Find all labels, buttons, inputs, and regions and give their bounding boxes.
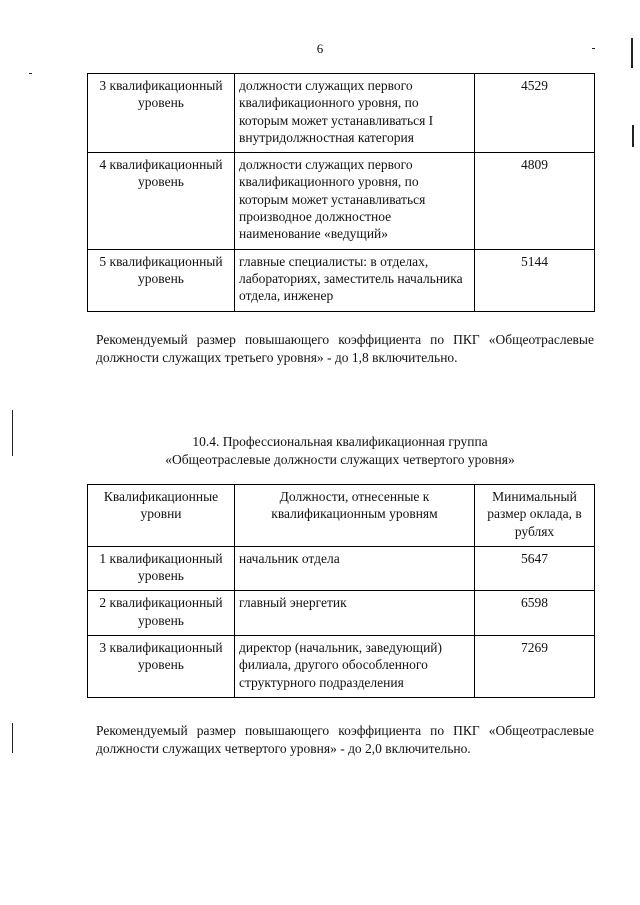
column-header: Минимальный размер оклада, в рублях [475,485,595,547]
table-row [88,591,595,636]
qualification-level-cell: 3 квалификационный уровень [88,74,235,153]
scan-mark [12,723,13,753]
qualification-level-cell: 5 квалификационный уровень [88,249,235,311]
salary-cell: 4809 [475,153,595,249]
positions-cell: должности служащих первого квалификационного уровня, по которым может устанавливаться производное должностное наименование «ведущий» [235,153,475,249]
qualification-level-cell: 4 квалификационный уровень [88,153,235,249]
positions-cell: директор (начальник, заведующий) филиала, другого обособленного структурного подразделения [235,636,475,698]
column-header: Должности, отнесенные к квалификационным уровням [235,485,475,547]
section-heading [80,433,600,469]
scan-mark [632,125,634,147]
qualification-level-cell: 1 квалификационный уровень [88,546,235,591]
salary-cell: 4529 [475,74,595,153]
salary-table-level-4 [87,484,595,698]
table-row [88,636,595,698]
salary-table-level-3 [87,73,595,312]
qualification-level-cell: 2 квалификационный уровень [88,591,235,636]
positions-cell: главные специалисты: в отделах, лабораториях, заместитель начальника отдела, инженер [235,249,475,311]
scan-mark [592,48,595,49]
page-number: 6 [316,41,324,56]
table-row [88,153,595,249]
positions-cell: главный энергетик [235,591,475,636]
section-heading-line: 10.4. Профессиональная квалификационная группа [192,434,488,449]
scan-mark [631,38,633,68]
salary-cell: 7269 [475,636,595,698]
positions-cell: начальник отдела [235,546,475,591]
table-row [88,249,595,311]
coefficient-paragraph: Рекомендуемый размер повышающего коэффициента по ПКГ «Общеотраслевые должности служащих четвертого уровня» - до 2,0 включительно. [96,723,594,756]
table-header-row [88,485,595,547]
column-header: Квалификационные уровни [88,485,235,547]
table-row [88,546,595,591]
salary-cell: 6598 [475,591,595,636]
section-heading-line: «Общеотраслевые должности служащих четвертого уровня» [165,452,515,467]
qualification-level-cell: 3 квалификационный уровень [88,636,235,698]
scan-mark [12,410,13,456]
salary-cell: 5144 [475,249,595,311]
scan-mark [29,73,32,74]
salary-cell: 5647 [475,546,595,591]
coefficient-paragraph: Рекомендуемый размер повышающего коэффициента по ПКГ «Общеотраслевые должности служащих третьего уровня» - до 1,8 включительно. [96,332,594,365]
table-row [88,74,595,153]
positions-cell: должности служащих первого квалификационного уровня, по которым может устанавливаться I внутридолжностная категория [235,74,475,153]
